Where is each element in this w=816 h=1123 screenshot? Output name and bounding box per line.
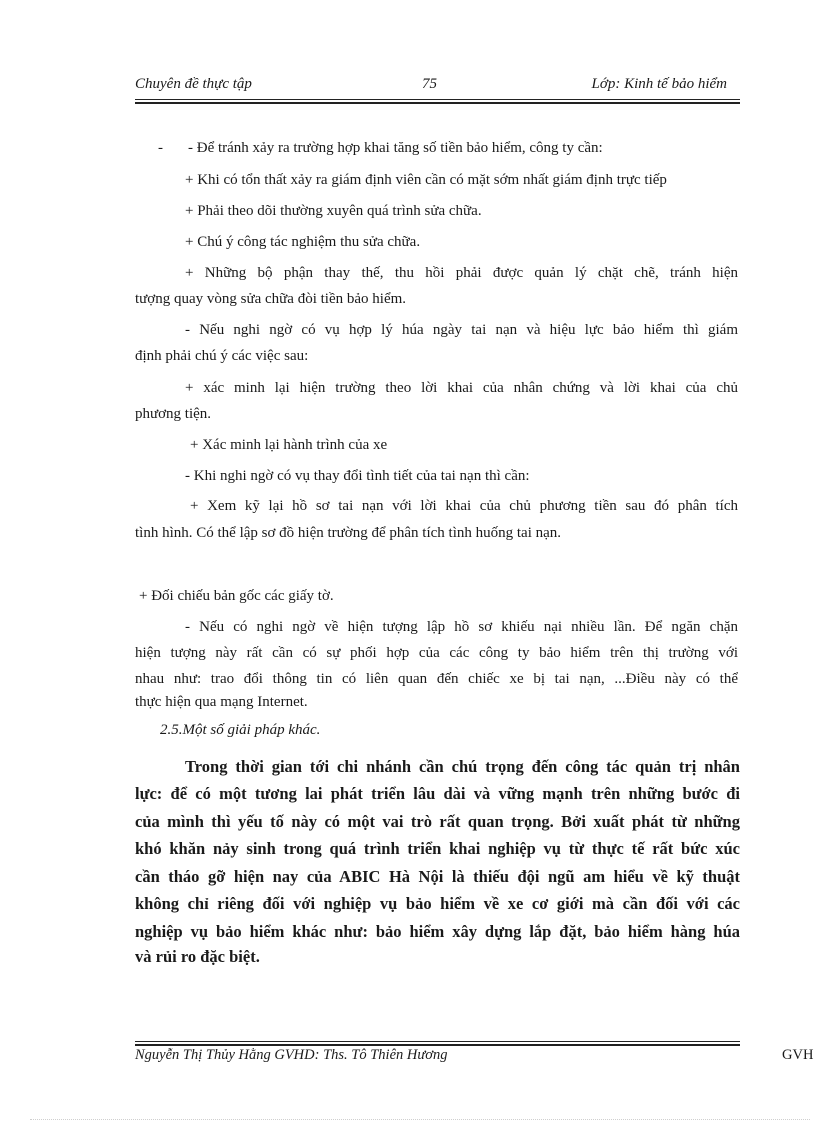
text-line: + Xác minh lại hành trình của xe (190, 437, 388, 453)
text-line: nhau như: trao đổi thông tin có liên quan đến chiếc xe bị tai nạn, ...Điều này có thể (135, 671, 738, 687)
footer-right: GVH (782, 1047, 814, 1063)
text-line: - Khi nghi ngờ có vụ thay đổi tình tiết của tai nạn thì cần: (185, 468, 530, 484)
text-line: + Những bộ phận thay thế, thu hồi phải được quản lý chặt chẽ, tránh hiện (185, 265, 738, 281)
header-rule-thick (135, 102, 740, 104)
page-edge-divider (30, 1119, 810, 1120)
text-line: - Nếu nghi ngờ có vụ hợp lý húa ngày tai nạn và hiệu lực bảo hiểm thì giám (185, 322, 738, 338)
bold-text-line: không chỉ riêng đối với nghiệp vụ bảo hiểm về xe cơ giới mà cần đối với các (135, 894, 740, 913)
text-line: phương tiện. (135, 406, 212, 422)
bold-text-line: của mình thì yếu tố này có một vai trò rất quan trọng. Bởi xuất phát từ những (135, 812, 740, 831)
page-number: 75 (422, 76, 437, 92)
header-right: Lớp: Kinh tế bảo hiểm (591, 76, 727, 92)
bold-text-line: cần tháo gỡ hiện nay của ABIC Hà Nội là thiếu đội ngũ am hiểu về kỹ thuật (135, 867, 740, 886)
footer-rule (135, 1041, 740, 1042)
footer-rule-thick (135, 1044, 740, 1046)
text-line: + Khi có tổn thất xảy ra giám định viên cần có mặt sớm nhất giám định trực tiếp (185, 172, 667, 188)
text-line: + xác minh lại hiện trường theo lời khai của nhân chứng và lời khai của chủ (185, 380, 738, 396)
text-line: hiện tượng này rất cần có sự phối hợp của các công ty bảo hiểm trên thị trường với (135, 645, 738, 661)
section-heading: 2.5.Một số giải pháp khác. (160, 722, 321, 738)
list-marker: - (158, 140, 163, 156)
text-line: + Chú ý công tác nghiệm thu sửa chữa. (185, 234, 421, 250)
text-line: - Để tránh xảy ra trường hợp khai tăng số tiền bảo hiểm, công ty cần: (188, 140, 603, 156)
text-line: + Phải theo dõi thường xuyên quá trình sửa chữa. (185, 203, 482, 219)
bold-text-line: nghiệp vụ bảo hiểm khác như: bảo hiểm xây dựng lắp đặt, bảo hiểm hàng húa (135, 922, 740, 941)
text-line: tình hình. Có thể lập sơ đồ hiện trường để phân tích tình huống tai nạn. (135, 525, 562, 541)
text-line: tượng quay vòng sửa chữa đòi tiền bảo hiểm. (135, 291, 407, 307)
text-line: định phải chú ý các việc sau: (135, 348, 309, 364)
text-line: - Nếu có nghi ngờ về hiện tượng lập hồ sơ khiếu nại nhiều lần. Để ngăn chặn (185, 619, 738, 635)
text-line: thực hiện qua mạng Internet. (135, 694, 308, 710)
footer-author: Nguyễn Thị Thủy Hằng GVHD: Ths. Tô Thiên Hương (135, 1047, 448, 1063)
header-rule (135, 99, 740, 100)
bold-text-line: lực: để có một tương lai phát triển lâu dài và vững mạnh trên những bước đi (135, 784, 740, 803)
header-left: Chuyên đề thực tập (135, 76, 252, 92)
bold-text-line: Trong thời gian tới chi nhánh cần chú trọng đến công tác quản trị nhân (185, 757, 740, 776)
text-line: + Đối chiếu bản gốc các giấy tờ. (139, 588, 334, 604)
text-line: + Xem kỹ lại hồ sơ tai nạn với lời khai của chủ phương tiền sau đó phân tích (190, 498, 738, 514)
bold-text-line: và rủi ro đặc biệt. (135, 947, 260, 966)
bold-text-line: khó khăn nảy sinh trong quá trình triển khai nghiệp vụ từ thực tế rất bức xúc (135, 839, 740, 858)
page-header (135, 76, 727, 96)
